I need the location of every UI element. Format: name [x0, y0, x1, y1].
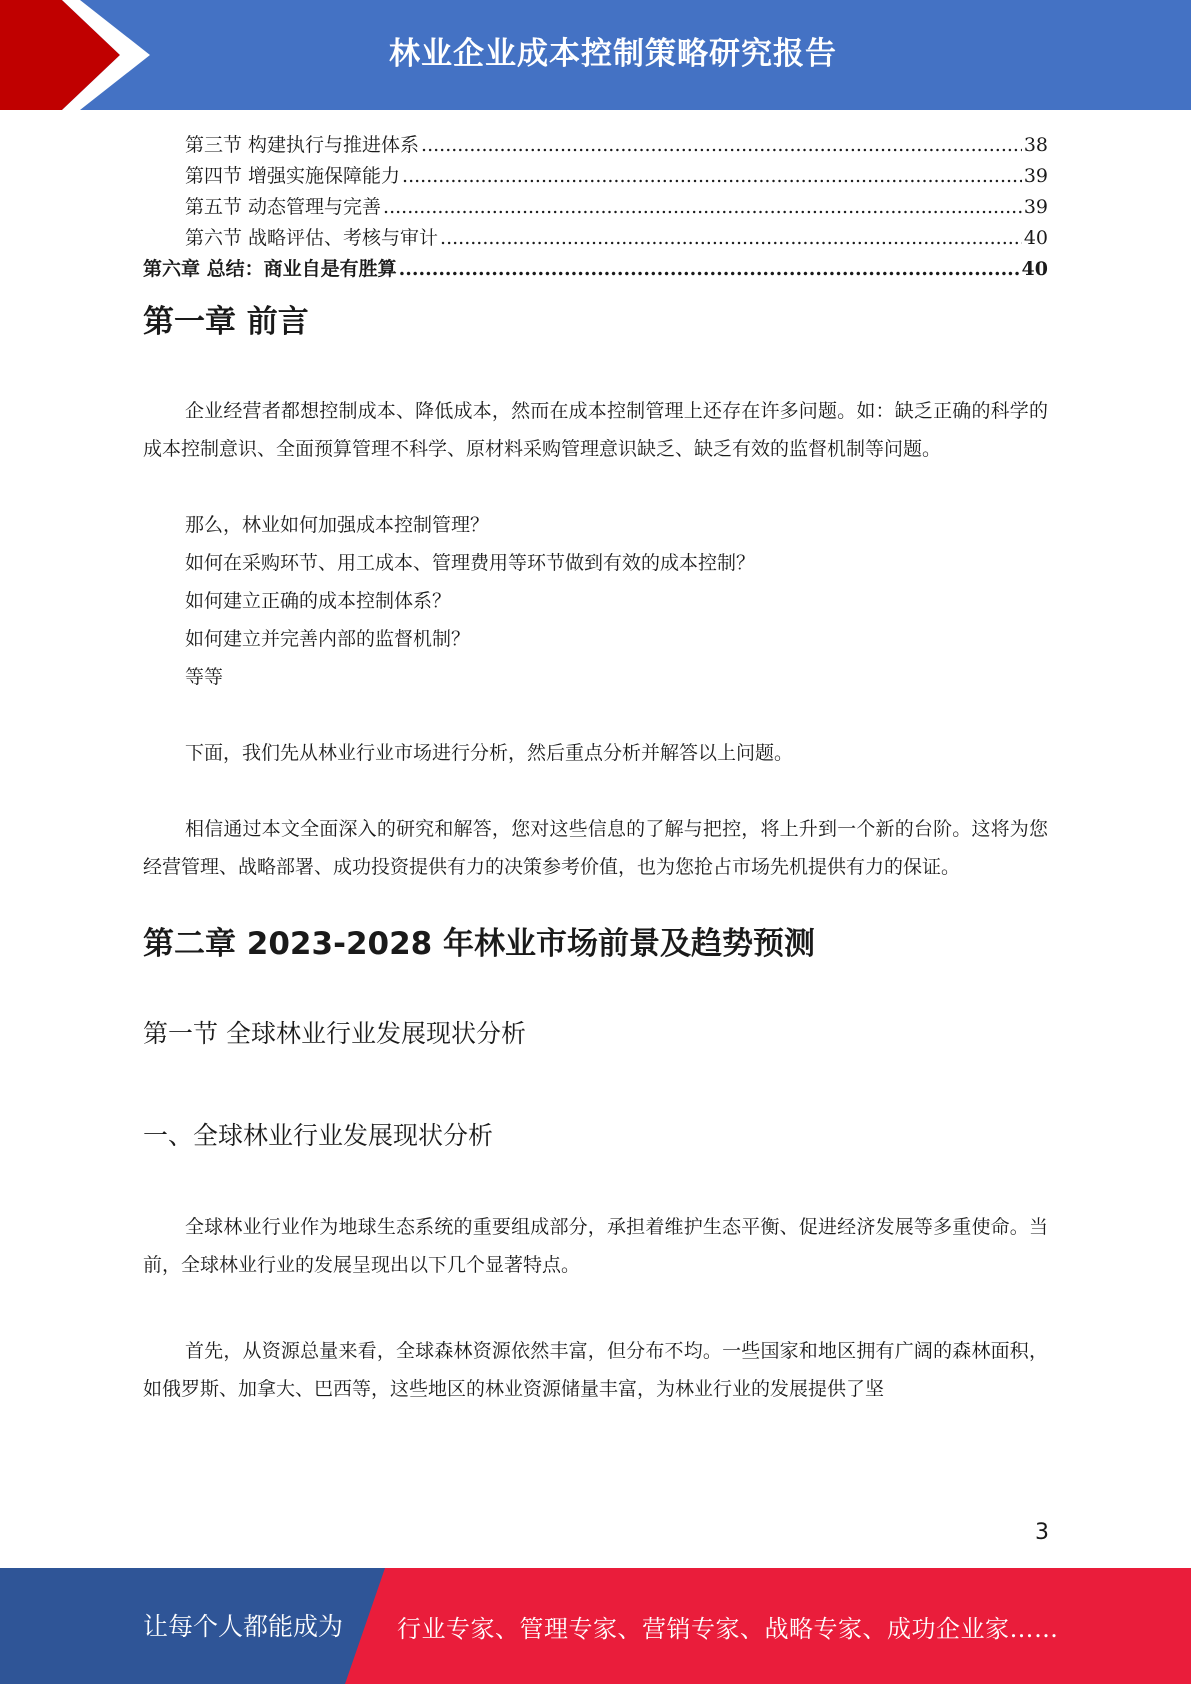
toc-entry-title: 第六章 总结：商业自是有胜算 — [143, 258, 397, 280]
toc-entry-page: 40 — [1023, 227, 1048, 249]
question-line: 如何建立正确的成本控制体系？ — [185, 590, 452, 612]
page-number: 3 — [1035, 1520, 1049, 1545]
paragraph: 下面，我们先从林业行业市场进行分析，然后重点分析并解答以上问题。 — [185, 742, 794, 764]
table-of-contents — [143, 130, 1048, 285]
question-line: 如何在采购环节、用工成本、管理费用等环节做到有效的成本控制？ — [185, 552, 756, 574]
toc-entry-page: 39 — [1023, 165, 1048, 187]
toc-leader-dots — [399, 254, 1020, 285]
footer-slogan-right: 行业专家、管理专家、营销专家、战略专家、成功企业家…… — [397, 1615, 1059, 1643]
chapter-heading: 第一章 前言 — [143, 304, 309, 340]
chapter-heading: 第二章 2023-2028 年林业市场前景及趋势预测 — [143, 926, 816, 962]
question-line: 等等 — [185, 666, 224, 688]
toc-entry-title: 第六节 战略评估、考核与审计 — [185, 227, 439, 249]
question-line: 如何建立并完善内部的监督机制？ — [185, 628, 471, 650]
toc-leader-dots — [383, 192, 1022, 223]
toc-entry-title: 第三节 构建执行与推进体系 — [185, 134, 420, 156]
toc-entry-page: 38 — [1023, 134, 1048, 156]
page-header — [0, 0, 1191, 110]
toc-leader-dots — [421, 130, 1022, 161]
footer-slogan-left: 让每个人都能成为 — [143, 1612, 344, 1641]
page-footer — [0, 1568, 1191, 1684]
toc-entry-title: 第四节 增强实施保障能力 — [185, 165, 401, 187]
toc-entry[interactable] — [143, 130, 1048, 161]
toc-entry-title: 第五节 动态管理与完善 — [185, 196, 382, 218]
toc-entry[interactable] — [143, 223, 1048, 254]
toc-leader-dots — [402, 161, 1022, 192]
question-line: 那么，林业如何加强成本控制管理？ — [185, 514, 490, 536]
subsection-heading: 一、全球林业行业发展现状分析 — [143, 1121, 494, 1150]
document-body — [143, 300, 1048, 1408]
toc-entry-page: 40 — [1021, 258, 1048, 280]
paragraph: 首先，从资源总量来看，全球森林资源依然丰富，但分布不均。一些国家和地区拥有广阔的森林面积，如俄罗斯、加拿大、巴西等，这些地区的林业资源储量丰富，为林业行业的发展提供了坚 — [143, 1340, 1048, 1400]
toc-entry-page: 39 — [1023, 196, 1048, 218]
paragraph: 全球林业行业作为地球生态系统的重要组成部分，承担着维护生态平衡、促进经济发展等多重使命。当前，全球林业行业的发展呈现出以下几个显著特点。 — [143, 1216, 1048, 1276]
toc-entry[interactable] — [143, 161, 1048, 192]
header-title: 林业企业成本控制策略研究报告 — [389, 36, 837, 72]
toc-entry[interactable] — [143, 192, 1048, 223]
toc-leader-dots — [440, 223, 1022, 254]
section-heading: 第一节 全球林业行业发展现状分析 — [143, 1019, 526, 1048]
paragraph: 相信通过本文全面深入的研究和解答，您对这些信息的了解与把控，将上升到一个新的台阶。这将为您经营管理、战略部署、成功投资提供有力的决策参考价值，也为您抢占市场先机提供有力的保证。 — [143, 818, 1048, 878]
toc-entry-chapter[interactable] — [143, 254, 1048, 285]
paragraph: 企业经营者都想控制成本、降低成本，然而在成本控制管理上还存在许多问题。如：缺乏正确的科学的成本控制意识、全面预算管理不科学、原材料采购管理意识缺乏、缺乏有效的监督机制等问题。 — [143, 400, 1048, 460]
